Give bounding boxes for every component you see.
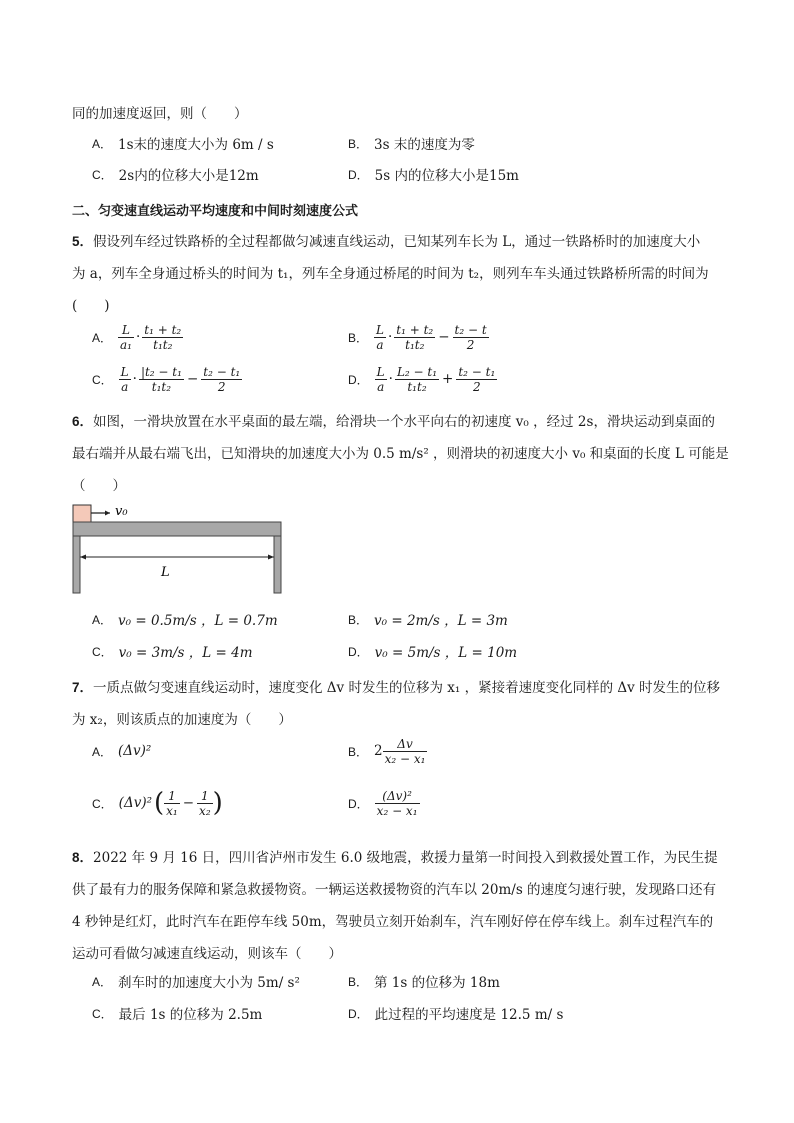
- option-label: D．: [348, 1006, 369, 1021]
- q5-line-3: ( ): [72, 298, 110, 314]
- q7-option-d: [348, 788, 420, 818]
- q7-option-c: C． (Δv)² ( $\frac{1}{\text{x₁}}$ − $\frac{1}{\text{x₂}}$ ): [92, 788, 223, 818]
- option-text: (Δv)²: [118, 743, 152, 759]
- option-label: A．: [92, 136, 113, 151]
- coefficient: (Δv)²: [118, 795, 152, 811]
- q5-option-b: B． $\frac{L}{a}$ · $\frac{\text{t₁ + t₂}}{\text{t₁t₂}}$ − $\frac{\text{t₂ − t}}{2}$: [348, 322, 487, 352]
- q6-option-c: [92, 636, 253, 666]
- q5-option-c: C． $\frac{L}{a}$ · $\frac{\text{|t₂ − t₁}}{\text{t₁t₂}}$ − $\frac{\text{t₂ − t₁}}{2}$: [92, 364, 241, 394]
- q7-option-a: [92, 736, 151, 766]
- option-label: A．: [92, 744, 113, 759]
- q8-option-d: [348, 998, 563, 1028]
- option-label: C．: [92, 644, 113, 659]
- length-label: L: [161, 565, 170, 580]
- fraction: $\frac{\Delta v}{\text{x₂ − x₁}}$: [384, 736, 426, 766]
- option-label: C．: [92, 372, 113, 387]
- fraction: $\frac{1}{\text{x₁}}$: [166, 788, 178, 818]
- option-label: A．: [92, 974, 113, 989]
- q8-option-a: [92, 966, 300, 996]
- option-label: D．: [348, 167, 369, 182]
- fraction: $\frac{\text{t₁ + t₂}}{\text{t₁t₂}}$: [396, 322, 434, 352]
- option-label: D．: [348, 644, 369, 659]
- table-leg-right: [274, 536, 281, 593]
- fraction: $\frac{\text{|t₂ − t₁}}{\text{t₁t₂}}$: [140, 364, 182, 394]
- q6-option-d: [348, 636, 517, 666]
- option-label: B．: [348, 974, 369, 989]
- option-label: A．: [92, 330, 113, 345]
- slider-block: [73, 505, 91, 522]
- q4-option-b: [348, 128, 475, 158]
- fraction: $\frac{\text{t₂ − t₁}}{2}$: [203, 364, 241, 394]
- section-heading: 二、匀变速直线运动平均速度和中间时刻速度公式: [72, 204, 359, 219]
- q7-line-2: 为 x₂，则该质点的加速度为（ ）: [72, 712, 292, 728]
- q8-line-4: 运动可看做匀减速直线运动，则该车（ ）: [72, 946, 342, 962]
- q8-line-2: 供了最有力的服务保障和紧急救援物资。一辆运送救援物资的汽车以 20m/s 的速度匀速行驶，发现路口还有: [72, 882, 717, 898]
- option-label: B．: [348, 330, 369, 345]
- question-4-tail: 同的加速度返回，则（ ）: [72, 106, 248, 122]
- q5-line-2: 为 a，列车全身通过桥头的时间为 t₁，列车全身通过桥尾的时间为 t₂，则列车车头通过铁路桥所需的时间为: [72, 266, 709, 282]
- option-text: 5s 内的位移大小是15m: [374, 168, 519, 184]
- fraction: $\frac{1}{\text{x₂}}$: [199, 788, 211, 818]
- fraction: $\frac{\text{t₂ − t}}{2}$: [454, 322, 487, 352]
- v0-label: v₀: [115, 504, 128, 519]
- coefficient: 2: [374, 743, 383, 759]
- fraction: $\frac{\text{L₂ − t₁}}{\text{t₁t₂}}$: [396, 364, 438, 394]
- option-label: B．: [348, 744, 369, 759]
- table-leg-left: [73, 536, 80, 593]
- q6-option-a: [92, 604, 278, 634]
- option-text: 此过程的平均速度是 12.5 m/ s: [374, 1007, 564, 1023]
- q7-text-1: 一质点做匀变速直线运动时，速度变化 Δv 时发生的位移为 x₁ ，紧接着速度变化同样的 Δv 时发生的位移: [93, 680, 721, 696]
- arrow-head: [105, 511, 110, 516]
- q5-option-d: D． $\frac{L}{a}$ · $\frac{\text{L₂ − t₁}}{\text{t₁t₂}}$ + $\frac{\text{t₂ − t₁}}{2}$: [348, 364, 496, 394]
- q6-line-2: 最右端并从最右端飞出，已知滑块的加速度大小为 0.5 m/s² ，则滑块的初速度大小 v₀ 和桌面的长度 L 可能是: [72, 446, 729, 462]
- fraction: $\frac{\text{t₂ − t₁}}{2}$: [458, 364, 496, 394]
- q7-line-1: [72, 676, 720, 696]
- q6-text-1: 如图，一滑块放置在水平桌面的最左端，给滑块一个水平向右的初速度 v₀ ，经过 2s，滑块运动到桌面的: [93, 414, 715, 430]
- question-number: 7．: [72, 680, 94, 695]
- q8-line-3: 4 秒钟是红灯，此时汽车在距停车线 50m，驾驶员立刻开始刹车，汽车刚好停在停车线上。刹车过程汽车的: [72, 914, 714, 930]
- q8-text-1: 2022 年 9 月 16 日，四川省泸州市发生 6.0 级地震，救援力量第一时间投入到救援处置工作，为民生提: [93, 850, 718, 866]
- q4-option-a: [92, 128, 274, 158]
- q8-option-b: [348, 966, 500, 996]
- q8-line-1: [72, 846, 718, 866]
- question-number: 6．: [72, 414, 94, 429]
- q6-line-3: （ ）: [72, 478, 126, 494]
- option-text: v₀ = 3m/s ，L = 4m: [118, 645, 253, 661]
- option-text: v₀ = 2m/s ，L = 3m: [374, 613, 508, 629]
- q5-line-1: [72, 230, 700, 250]
- question-number: 8．: [72, 850, 94, 865]
- option-label: C．: [92, 167, 113, 182]
- fraction: $\frac{L}{a}$: [120, 364, 129, 394]
- q6-option-b: [348, 604, 508, 634]
- q5-text-1: 假设列车经过铁路桥的全过程都做匀减速直线运动，已知某列车长为 L，通过一铁路桥时的加速度大小: [93, 234, 701, 250]
- option-text: 1s末的速度大小为 6m / s: [118, 137, 274, 153]
- q4-option-d: [348, 159, 519, 189]
- option-text: 3s 末的速度为零: [374, 137, 475, 153]
- table-figure: [70, 500, 285, 600]
- option-text: 刹车时的加速度大小为 5m/ s²: [118, 975, 300, 991]
- option-label: D．: [348, 796, 369, 811]
- fraction: $\frac{L}{a}$: [376, 364, 385, 394]
- fraction: $\frac{\text{(Δv)²}}{\text{x₂ − x₁}}$: [376, 788, 418, 818]
- option-label: B．: [348, 136, 369, 151]
- q7-option-b: [348, 736, 427, 766]
- q5-option-a: A． $\frac{L}{\text{a₁}}$ · $\frac{\text{t₁ + t₂}}{\text{t₁t₂}}$: [92, 322, 182, 352]
- fraction: $\frac{L}{a}$: [376, 322, 384, 352]
- q4-option-c: [92, 159, 259, 189]
- option-text: 第 1s 的位移为 18m: [374, 975, 500, 991]
- option-text: v₀ = 0.5m/s ，L = 0.7m: [118, 613, 278, 629]
- q6-line-1: [72, 410, 715, 430]
- question-number: 5．: [72, 234, 94, 249]
- option-text: v₀ = 5m/s ，L = 10m: [374, 645, 518, 661]
- option-label: D．: [348, 372, 369, 387]
- option-label: C．: [92, 796, 113, 811]
- table-top: [73, 522, 281, 536]
- option-text: 2s内的位移大小是12m: [118, 168, 259, 184]
- option-label: B．: [348, 612, 369, 627]
- fraction: $\frac{\text{t₁ + t₂}}{\text{t₁t₂}}$: [144, 322, 182, 352]
- q8-option-c: [92, 998, 262, 1028]
- option-text: 最后 1s 的位移为 2.5m: [118, 1007, 263, 1023]
- option-label: A．: [92, 612, 113, 627]
- fraction: $\frac{L}{\text{a₁}}$: [120, 322, 132, 352]
- option-label: C．: [92, 1006, 113, 1021]
